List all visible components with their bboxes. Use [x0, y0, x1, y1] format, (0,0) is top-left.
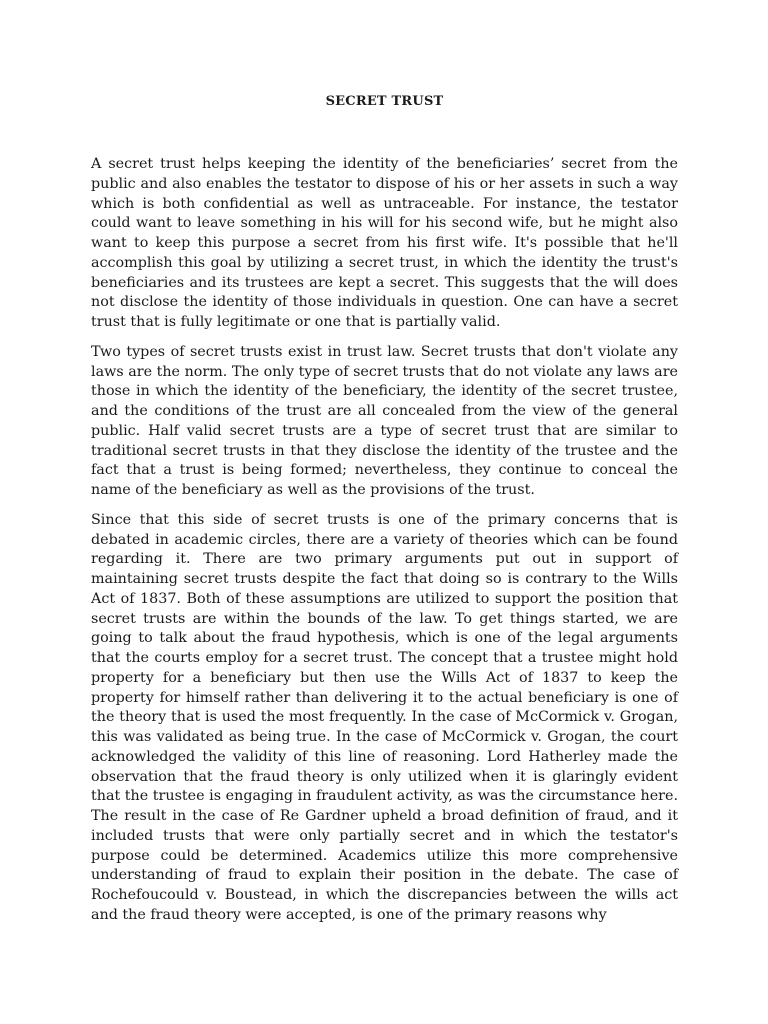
paragraph-3: Since that this side of secret trusts is one of the primary concerns that is debated in academic circles, there are a variety of theories which can be found regarding it. There are two primary arguments put out in support of maintaining secret trusts despite the fact that doing so is contrary to the Wills Act of 1837. Both of these assumptions are utilized to support the position that secret trusts are within the bounds of the law. To get things started, we are going to talk about the fraud hypothesis, which is one of the legal arguments that the courts employ for a secret trust. The concept that a trustee might hold property for a beneficiary but then use the Wills Act of 1837 to keep the property for himself rather than delivering it to the actual beneficiary is one of the theory that is used the most frequently. In the case of McCormick v. Grogan, this was validated as being true. In the case of McCormick v. Grogan, the court acknowledged the validity of this line of reasoning. Lord Hatherley made the observation that the fraud theory is only utilized when it is glaringly evident that the trustee is engaging in fraudulent activity, as was the circumstance here. The result in the case of Re Gardner upheld a broad definition of fraud, and it included trusts that were only partially secret and in which the testator's purpose could be determined. Academics utilize this more comprehensive understanding of fraud to explain their position in the debate. The case of Rochefoucould v. Boustead, in which the discrepancies between the wills act and the fraud theory were accepted, is one of the primary reasons why [91, 511, 678, 923]
document-title: SECRET TRUST [325, 94, 444, 109]
paragraph-2: Two types of secret trusts exist in trust law. Secret trusts that don't violate any laws are the norm. The only type of secret trusts that do not violate any laws are those in which the identity of the beneficiary, the identity of the secret trustee, and the conditions of the trust are all concealed from the view of the general public. Half valid secret trusts are a type of secret trust that are similar to traditional secret trusts in that they disclose the identity of the trustee and the fact that a trust is being formed; nevertheless, they continue to conceal the name of the beneficiary as well as the provisions of the trust. [91, 343, 678, 498]
paragraph-1: A secret trust helps keeping the identity of the beneficiaries’ secret from the public and also enables the testator to dispose of his or her assets in such a way which is both confidential as well as untraceable. For instance, the testator could want to leave something in his will for his second wife, but he might also want to keep this purpose a secret from his first wife. It's possible that he'll accomplish this goal by utilizing a secret trust, in which the identity the trust's beneficiaries and its trustees are kept a secret. This suggests that the will does not disclose the identity of those individuals in question. One can have a secret trust that is fully legitimate or one that is partially valid. [91, 156, 678, 330]
